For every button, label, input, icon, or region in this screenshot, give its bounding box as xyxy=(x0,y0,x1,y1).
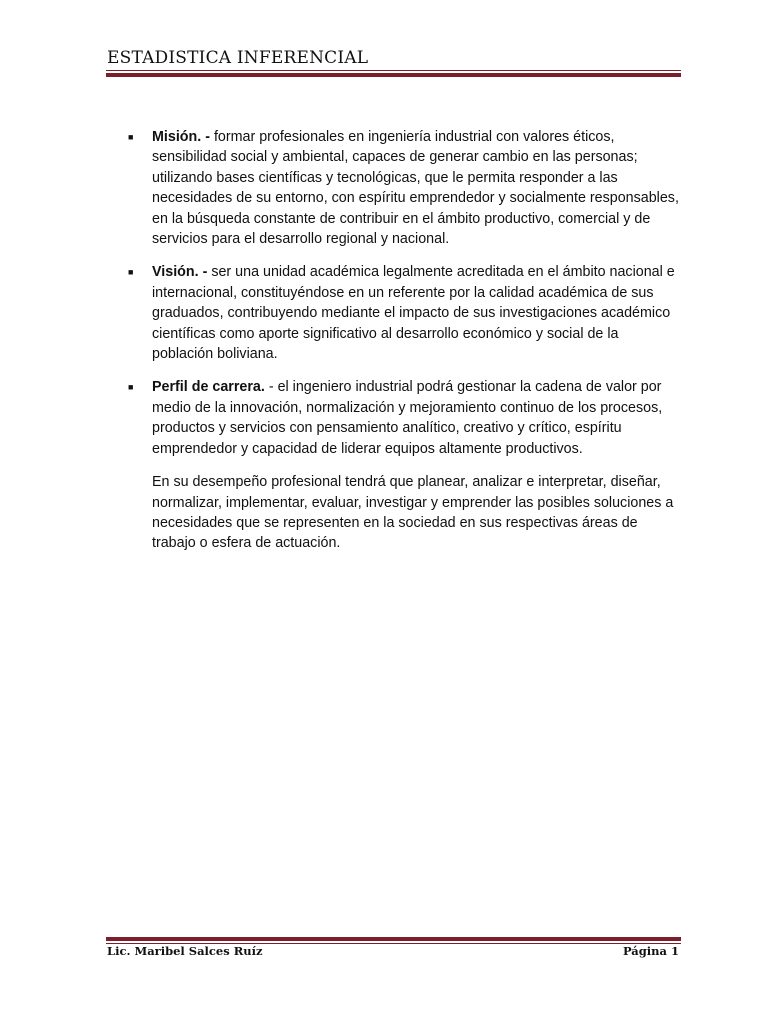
list-item-mision xyxy=(126,127,681,249)
item-text: - el ingeniero industrial podrá gestionar la cadena de valor por medio de la innovación, normalización y mejoramiento continuo de los procesos, productos y servicios con pensamiento analítico, creativo y crítico, espíritu emprendedor y capacidad de liderar equipos altamente productivos. xyxy=(152,379,663,457)
body-paragraph: En su desempeño profesional tendrá que planear, analizar e interpretar, diseñar, normalizar, implementar, evaluar, investigar y emprender las posibles soluciones a necesidades que se representen en la sociedad en sus respectivas áreas de trabajo o esfera de actuación. xyxy=(152,474,674,552)
item-label: Perfil de carrera. xyxy=(152,379,265,396)
list-item-vision xyxy=(126,262,681,364)
document-body xyxy=(126,127,681,554)
footer-author: Lic. Maribel Salces Ruíz xyxy=(107,944,263,958)
header-rule xyxy=(106,70,681,77)
header-title: ESTADISTICA INFERENCIAL xyxy=(107,48,369,68)
item-text: formar profesionales en ingeniería industrial con valores éticos, sensibilidad social y ambiental, capaces de generar cambio en las personas; utilizando bases científicas y tecnológicas, que le permita responder a las necesidades de su entorno, con espíritu emprendedor y socialmente responsables, en la búsqueda constante de contribuir en el ámbito productivo, comercial y de servicios para el desarrollo regional y nacional. xyxy=(152,129,679,248)
footer-page-number: Página 1 xyxy=(622,944,679,958)
square-bullet-icon: ■ xyxy=(128,382,134,393)
footer-rule xyxy=(106,937,681,944)
item-text: ser una unidad académica legalmente acreditada en el ámbito nacional e internacional, constituyéndose en un referente por la calidad académica de sus graduados, contribuyendo mediante el impacto de sus investigaciones académico científicas como aporte significativo al desarrollo económico y social de la población boliviana. xyxy=(152,264,675,363)
square-bullet-icon: ■ xyxy=(128,132,134,142)
list-item-perfil xyxy=(126,377,681,459)
item-label: Visión. - xyxy=(152,264,208,281)
square-bullet-icon: ■ xyxy=(128,267,134,278)
item-label: Misión. - xyxy=(152,129,210,145)
